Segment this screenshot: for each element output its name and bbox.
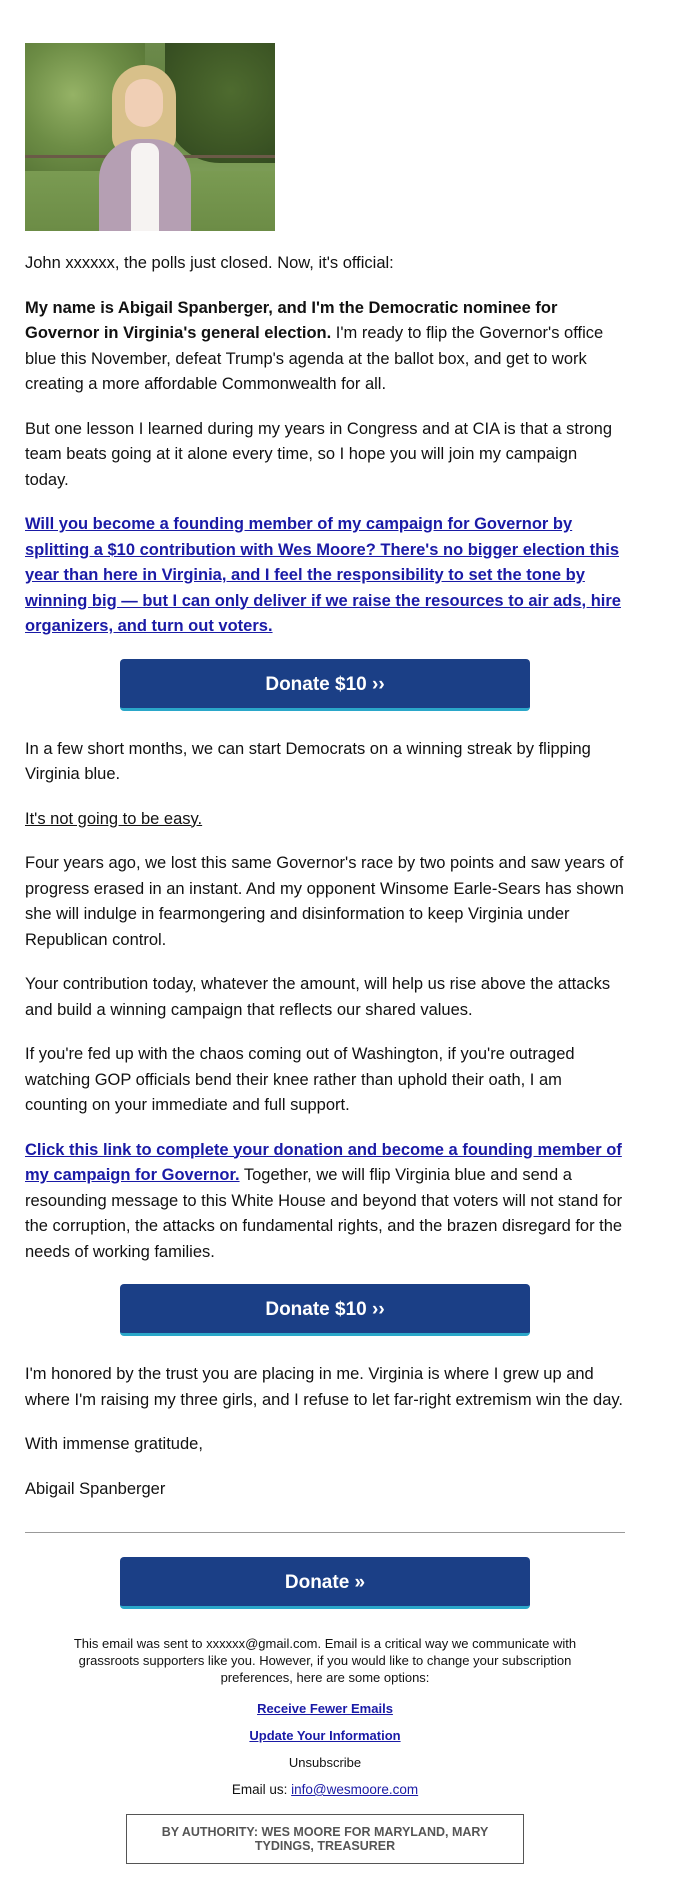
founding-member-link[interactable]: Will you become a founding member of my campaign for Governor by splitting a $10 contribution with Wes Moore? There's no bigger election this year than here in Virginia, and I feel the responsibility to set the tone by winning big — but I can only deliver if we raise the resources to air ads, hire organizers, and turn out voters. <box>25 515 621 635</box>
click-link-rest-text: Together, we will flip Virginia blue and send a resounding message to this White House and beyond that voters will not stand for the corruption, the attacks on fundamental rights, and the brazen disregard for the needs of working families. <box>25 1166 623 1261</box>
candidate-photo <box>25 43 275 231</box>
unsubscribe-text: Unsubscribe <box>288 1755 362 1770</box>
nominee-bold-text: My name is Abigail Spanberger, and I'm the Democratic nominee for Governor in Virginia's general election. <box>25 298 558 342</box>
email-us-label: Email us: <box>231 1782 292 1797</box>
email-us-line <box>25 1781 625 1798</box>
update-information-link[interactable]: Update Your Information <box>249 1728 401 1743</box>
email-address-link[interactable]: info@wesmoore.com <box>291 1782 419 1797</box>
signature: Abigail Spanberger <box>25 1479 166 1498</box>
paragraph-honored: I'm honored by the trust you are placing in me. Virginia is where I grew up and where I'm raising my three girls, and I refuse to let far-right extremism win the day. <box>25 1365 623 1409</box>
paragraph-nominee <box>25 296 625 398</box>
receive-fewer-emails-link[interactable]: Receive Fewer Emails <box>257 1701 393 1716</box>
paragraph-click-link <box>25 1138 625 1266</box>
signoff: With immense gratitude, <box>25 1435 203 1453</box>
complete-donation-link[interactable]: Click this link to complete your donation and become a founding member of my campaign for Governor. <box>25 1140 622 1184</box>
divider <box>25 1532 625 1533</box>
donate-row-2 <box>25 1284 625 1336</box>
paragraph-contribution: Your contribution today, whatever the amount, will help us rise above the attacks and build a winning campaign that reflects our shared values. <box>25 975 611 1019</box>
photo-shirt <box>131 143 159 231</box>
paragraph-team: But one lesson I learned during my years in Congress and at CIA is that a strong team beats going at it alone every time, so I hope you will join my campaign today. <box>25 419 612 489</box>
footer <box>25 1635 625 1864</box>
nominee-rest-text: I'm ready to flip the Governor's office blue this November, defeat Trump's agenda at the ballot box, and get to work creating a more affordable Commonwealth for all. <box>25 324 604 393</box>
footer-intro: This email was sent to xxxxxx@gmail.com. Email is a critical way we communicate with grassroots supporters like you. However, if you would like to change your subscription preferences, here are some options: <box>73 1636 577 1685</box>
paragraph-ask <box>25 512 625 640</box>
photo-tree-right <box>165 43 275 163</box>
paragraph-greeting: John xxxxxx, the polls just closed. Now, it's official: <box>25 254 394 272</box>
donate-10-button-1[interactable]: Donate $10 ›› <box>120 659 530 711</box>
paragraph-fed-up: If you're fed up with the chaos coming out of Washington, if you're outraged watching GOP officials bend their knee rather than uphold their oath, I am counting on your immediate and full support. <box>25 1045 575 1114</box>
donate-10-button-2[interactable]: Donate $10 ›› <box>120 1284 530 1336</box>
donate-row-3 <box>25 1557 625 1609</box>
paragraph-not-easy <box>25 807 625 833</box>
photo-face <box>125 79 163 127</box>
paragraph-four-years: Four years ago, we lost this same Governor's race by two points and saw years of progress erased in an instant. And my opponent Winsome Earle-Sears has shown she will indulge in fearmongering and disinformation to keep Virginia under Republican control. <box>25 854 624 949</box>
donate-row-1 <box>25 659 625 711</box>
authority-disclaimer: BY AUTHORITY: WES MOORE FOR MARYLAND, MARY TYDINGS, TREASURER <box>126 1814 524 1864</box>
donate-button-footer[interactable]: Donate » <box>120 1557 530 1609</box>
not-easy-text: It's not going to be easy. <box>25 809 203 828</box>
paragraph-streak: In a few short months, we can start Democrats on a winning streak by flipping Virginia blue. <box>25 739 591 783</box>
